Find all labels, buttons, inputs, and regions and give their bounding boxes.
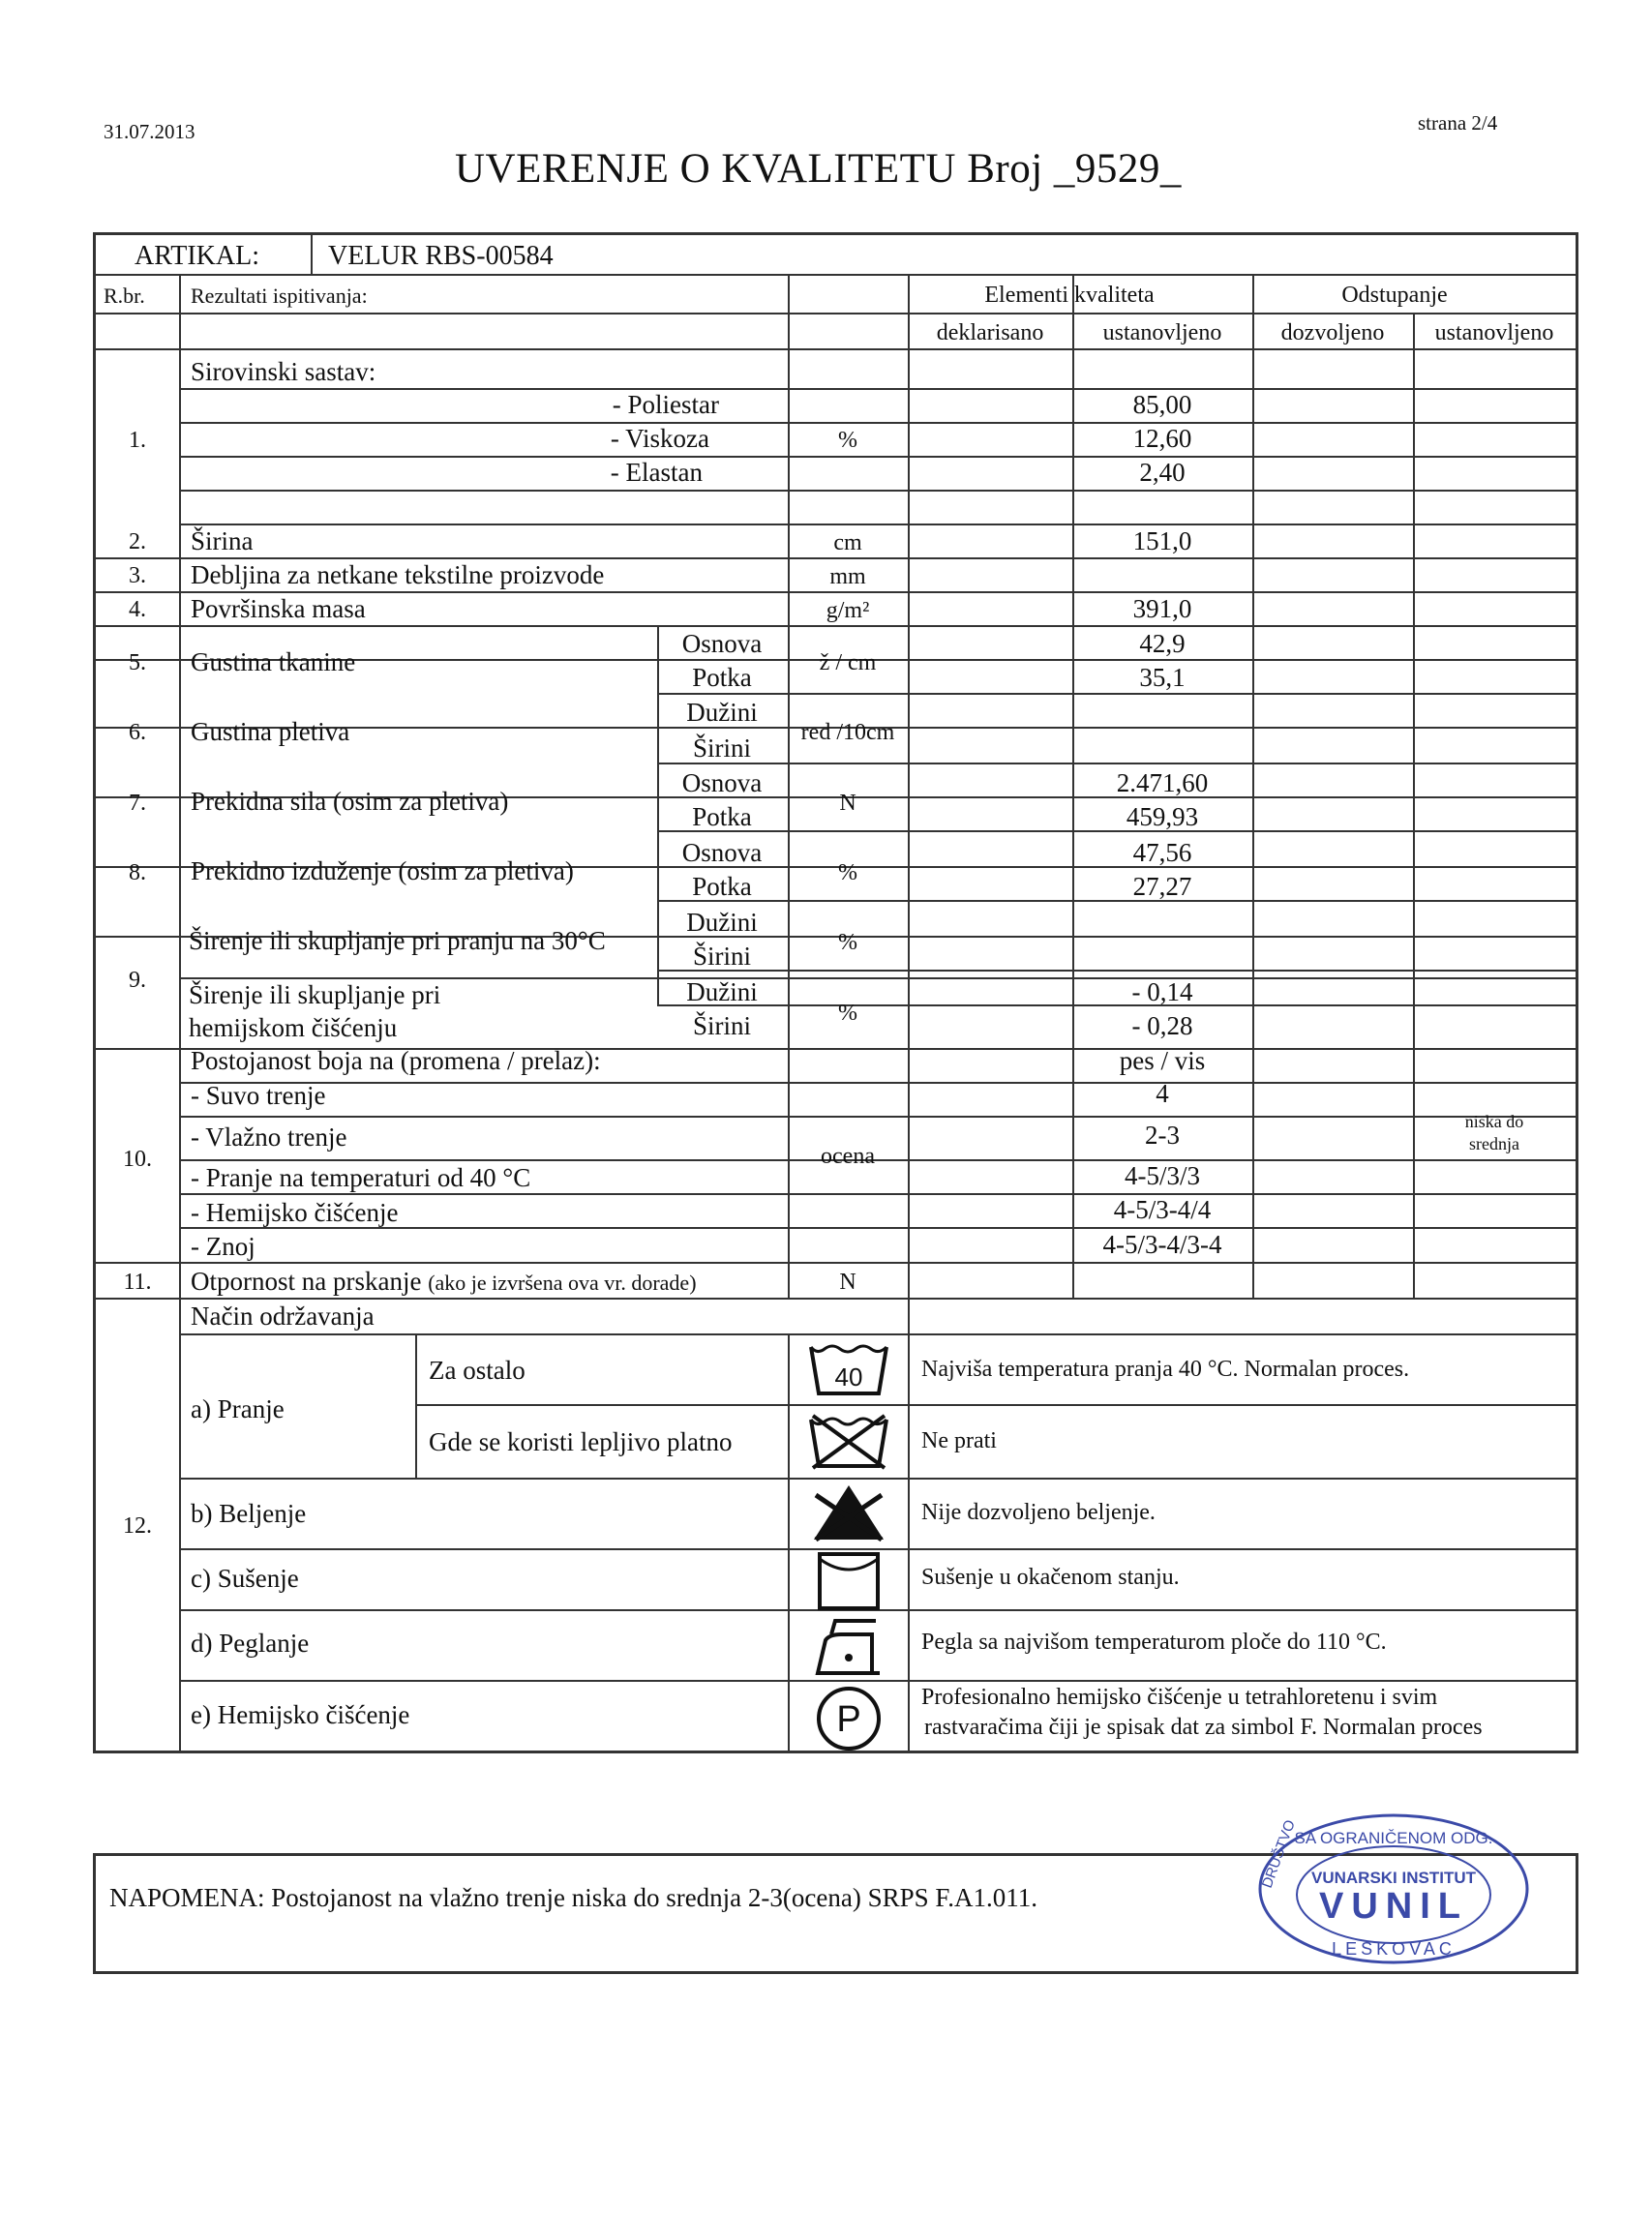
row-7-value-1: 2.471,60	[1116, 768, 1209, 797]
document-date: 31.07.2013	[104, 120, 195, 143]
row-6-number: 6.	[129, 720, 146, 745]
col-elements: Elementi kvaliteta	[984, 283, 1155, 308]
row-9a-unit: %	[838, 930, 857, 955]
row-1-unit: %	[838, 428, 857, 453]
row-10-item-2-name: - Vlažno trenje	[191, 1122, 347, 1152]
col-deviation: Odstupanje	[1341, 283, 1448, 308]
row-8-sub-1: Osnova	[681, 838, 763, 867]
row-9b-name-line-2: hemijskom čišćenju	[189, 1013, 398, 1042]
row-9b-value-2: - 0,28	[1131, 1011, 1193, 1040]
row-9a-sub-2: Širini	[692, 942, 752, 971]
row-5-sub-2: Potka	[692, 663, 752, 692]
document-title	[455, 145, 1182, 193]
page-number: strana 2/4	[1418, 111, 1498, 135]
row-10-unit: ocena	[821, 1144, 875, 1169]
row-2-name: Širina	[191, 526, 254, 555]
row-9b-name-line-1: Širenje ili skupljanje pri	[189, 980, 441, 1009]
row-8-value-1: 47,56	[1132, 838, 1192, 867]
row-12d-desc: Pegla sa najvišom temperaturom ploče do 110 °C.	[921, 1630, 1387, 1655]
quality-table	[93, 232, 1578, 1753]
row-10-item-3-name: - Pranje na temperaturi od 40 °C	[191, 1163, 531, 1192]
row-9b-sub-2: Širini	[692, 1011, 752, 1040]
note-label: NAPOMENA:	[109, 1883, 265, 1912]
row-12a1-label: Za ostalo	[429, 1356, 526, 1385]
row-11-number: 11.	[123, 1270, 152, 1295]
title-text: UVERENJE O KVALITETU	[455, 146, 956, 192]
row-8-unit: %	[838, 860, 857, 885]
row-12-title: Način održavanja	[191, 1302, 375, 1331]
row-1-item-2-value: 12,60	[1132, 424, 1192, 453]
stamp-inner: VUNARSKI INSTITUT	[1311, 1869, 1476, 1887]
row-6-unit: red /10cm	[800, 720, 895, 745]
article-label: ARTIKAL:	[135, 241, 259, 271]
row-1-title: Sirovinski sastav:	[191, 357, 376, 386]
row-7-name: Prekidna sila (osim za pletiva)	[191, 787, 509, 816]
row-3-name: Debljina za netkane tekstilne proizvode	[191, 560, 605, 589]
row-4-value: 391,0	[1132, 594, 1192, 623]
row-5-value-2: 35,1	[1139, 663, 1186, 692]
row-10-title-value: pes / vis	[1119, 1046, 1206, 1075]
row-10-item-1-value: 4	[1156, 1079, 1169, 1108]
row-10-item-1-name: - Suvo trenje	[191, 1081, 326, 1110]
row-9b-value-1: - 0,14	[1131, 977, 1193, 1006]
row-9-number: 9.	[129, 968, 146, 993]
row-1-item-3-value: 2,40	[1139, 458, 1186, 487]
row-5-unit: ž / cm	[819, 650, 877, 675]
row-3-unit: mm	[829, 564, 866, 589]
col-established-2: ustanovljeno	[1434, 320, 1554, 345]
row-3-number: 3.	[129, 563, 146, 588]
wash-temperature: 40	[834, 1362, 863, 1392]
row-10-title: Postojanost boja na (promena / prelaz):	[191, 1046, 601, 1075]
note-line	[109, 1885, 1037, 1911]
row-12e-desc-line-1: Profesionalno hemijsko čišćenje u tetrahloretenu i svim	[921, 1685, 1438, 1710]
row-12a1-desc: Najviša temperatura pranja 40 °C. Normalan proces.	[921, 1357, 1410, 1382]
row-8-value-2: 27,27	[1132, 872, 1192, 901]
row-7-number: 7.	[129, 791, 146, 816]
row-1-item-1-value: 85,00	[1132, 390, 1192, 419]
col-results: Rezultati ispitivanja:	[191, 284, 368, 308]
row-9a-sub-1: Dužini	[686, 908, 758, 937]
row-5-name: Gustina tkanine	[191, 647, 356, 676]
row-1-number: 1.	[129, 428, 146, 453]
row-10-item-5-value: 4-5/3-4/3-4	[1102, 1230, 1222, 1259]
col-allowed: dozvoljeno	[1280, 320, 1385, 345]
row-8-number: 8.	[129, 860, 146, 885]
certificate-number: Broj _9529_	[967, 146, 1182, 192]
row-12a2-label: Gde se koristi lepljivo platno	[429, 1427, 733, 1456]
stamp-bottom: LESKOVAC	[1332, 1939, 1456, 1959]
row-10-item-3-value: 4-5/3/3	[1125, 1161, 1200, 1190]
row-5-number: 5.	[129, 650, 146, 675]
row-9b-unit: %	[838, 1001, 857, 1026]
row-11-name-text: Otpornost na prskanje	[191, 1267, 422, 1296]
row-11-unit: N	[839, 1270, 856, 1295]
row-7-unit: N	[839, 791, 856, 816]
col-declared: deklarisano	[936, 320, 1044, 345]
row-10-item-4-value: 4-5/3-4/4	[1113, 1195, 1212, 1224]
row-12b-desc: Nije dozvoljeno beljenje.	[921, 1500, 1156, 1525]
row-11-name	[191, 1269, 697, 1295]
dry-clean-p-icon	[815, 1685, 883, 1752]
row-12a2-desc: Ne prati	[921, 1428, 997, 1453]
row-4-name: Površinska masa	[191, 594, 366, 623]
row-2-number: 2.	[129, 529, 146, 554]
row-9b-sub-1: Dužini	[686, 977, 758, 1006]
article-value: VELUR RBS-00584	[328, 241, 554, 271]
row-12a-label: a) Pranje	[191, 1394, 285, 1423]
row-10-item-5-name: - Znoj	[191, 1232, 255, 1261]
row-5-sub-1: Osnova	[681, 629, 763, 658]
row-9a-name: Širenje ili skupljanje pri pranju na 30°C	[189, 926, 606, 955]
line-dry-icon	[817, 1551, 881, 1611]
row-5-value-1: 42,9	[1139, 629, 1186, 658]
row-12-number: 12.	[123, 1513, 152, 1539]
row-12c-label: c) Sušenje	[191, 1564, 299, 1593]
no-bleach-icon	[810, 1482, 887, 1543]
iron-low-icon	[812, 1617, 886, 1677]
stamp-left: DRUŠTVO	[1258, 1817, 1299, 1891]
row-2-value: 151,0	[1132, 526, 1192, 555]
institute-stamp-icon	[1253, 1810, 1534, 1969]
col-rbr: R.br.	[104, 284, 145, 308]
row-8-name: Prekidno izduženje (osim za pletiva)	[191, 856, 574, 885]
row-12b-label: b) Beljenje	[191, 1499, 307, 1528]
row-10-item-2-deviation: niska do srednja	[1464, 1112, 1524, 1154]
row-10-item-2-value: 2-3	[1145, 1121, 1180, 1150]
row-6-name: Gustina pletiva	[191, 717, 350, 746]
row-1-item-1-name: - Poliestar	[612, 390, 719, 419]
stamp-main: VUNIL	[1319, 1886, 1468, 1927]
row-12e-desc-line-2: rastvaračima čiji je spisak dat za simbol F. Normalan proces	[924, 1715, 1483, 1740]
row-1-item-3-name: - Elastan	[610, 458, 703, 487]
do-not-wash-icon	[807, 1414, 890, 1470]
row-11-note: (ako je izvršena ova vr. dorade)	[428, 1271, 697, 1295]
row-12e-label: e) Hemijsko čišćenje	[191, 1700, 410, 1729]
row-7-sub-1: Osnova	[681, 768, 763, 797]
row-1-item-2-name: - Viskoza	[610, 424, 709, 453]
note-text: Postojanost na vlažno trenje niska do srednja 2-3(ocena) SRPS F.A1.011.	[271, 1883, 1037, 1912]
row-12c-desc: Sušenje u okačenom stanju.	[921, 1565, 1180, 1590]
row-10-item-4-name: - Hemijsko čišćenje	[191, 1198, 399, 1227]
row-6-sub-1: Dužini	[686, 698, 758, 727]
row-7-value-2: 459,93	[1126, 802, 1199, 831]
dry-clean-symbol: P	[836, 1699, 861, 1740]
row-2-unit: cm	[833, 530, 862, 555]
stamp-outer-top: SA OGRANIČENOM ODG.	[1294, 1829, 1493, 1847]
col-established: ustanovljeno	[1102, 320, 1222, 345]
row-4-number: 4.	[129, 597, 146, 622]
row-8-sub-2: Potka	[692, 872, 752, 901]
row-6-sub-2: Širini	[692, 733, 752, 763]
row-4-unit: g/m²	[826, 598, 870, 623]
row-10-number: 10.	[123, 1147, 152, 1172]
row-12d-label: d) Peglanje	[191, 1629, 310, 1658]
wash-40-icon	[807, 1341, 890, 1397]
row-7-sub-2: Potka	[692, 802, 752, 831]
